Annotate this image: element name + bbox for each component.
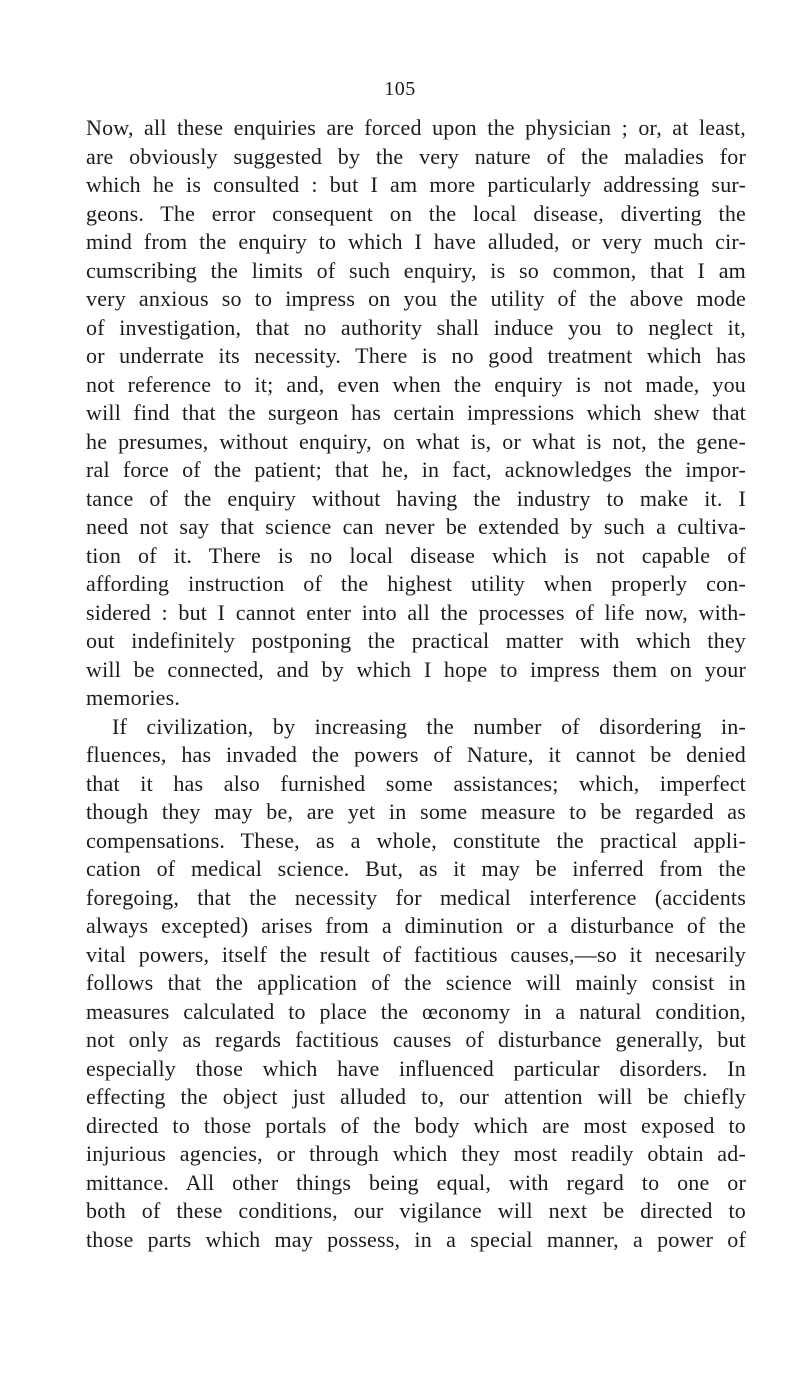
text-line: geons. The error consequent on the local disease, diverting the xyxy=(86,200,746,226)
text-line: will be connected, and by which I hope to impress them on your xyxy=(86,656,746,682)
text-line: that it has also furnished some assistances; which, imperfect xyxy=(86,770,746,796)
text-line: will find that the surgeon has certain impressions which shew that xyxy=(86,400,746,425)
text-line: are obviously suggested by the very nature of the maladies for xyxy=(86,143,746,169)
text-line: foregoing, that the necessity for medical interference (accidents xyxy=(86,884,746,910)
paragraph xyxy=(86,114,746,713)
text-line: which he is consulted : but I am more particularly addressing sur- xyxy=(86,172,746,197)
text-line: compensations. These, as a whole, constitute the practical appli- xyxy=(86,827,746,853)
text-line: of investigation, that no authority shall induce you to neglect it, xyxy=(86,314,746,340)
text-line: directed to those portals of the body which are most exposed to xyxy=(86,1112,746,1138)
text-line: cation of medical science. But, as it may be inferred from the xyxy=(86,856,746,881)
text-line: or underrate its necessity. There is no good treatment which has xyxy=(86,343,746,368)
text-line: sidered : but I cannot enter into all the processes of life now, with- xyxy=(86,599,746,625)
text-line: mittance. All other things being equal, with regard to one or xyxy=(86,1169,746,1195)
text-line: vital powers, itself the result of factitious causes,—so it necesarily xyxy=(86,941,746,967)
text-line: very anxious so to impress on you the utility of the above mode xyxy=(86,286,746,311)
text-line: If civilization, by increasing the number of disordering in- xyxy=(112,713,746,739)
text-line: though they may be, are yet in some measure to be regarded as xyxy=(86,799,746,824)
text-line: fluences, has invaded the powers of Nature, it cannot be denied xyxy=(86,742,746,767)
text-line: mind from the enquiry to which I have alluded, or very much cir- xyxy=(86,229,746,254)
text-line: out indefinitely postponing the practical matter with which they xyxy=(86,628,746,653)
text-line: ral force of the patient; that he, in fact, acknowledges the impor- xyxy=(86,457,746,482)
text-line: always excepted) arises from a diminution or a disturbance of the xyxy=(86,913,746,938)
text-line: measures calculated to place the œconomy in a natural condition, xyxy=(86,998,746,1024)
text-line: need not say that science can never be extended by such a cultiva- xyxy=(86,514,746,539)
text-line: affording instruction of the highest utility when properly con- xyxy=(86,571,746,596)
text-line: Now, all these enquiries are forced upon the physician ; or, at least, xyxy=(86,115,746,140)
text-line: effecting the object just alluded to, our attention will be chiefly xyxy=(86,1084,746,1109)
body-text xyxy=(86,114,746,1254)
text-line: follows that the application of the science will mainly consist in xyxy=(86,970,746,995)
text-line: injurious agencies, or through which they most readily obtain ad- xyxy=(86,1141,746,1166)
paragraph xyxy=(86,713,746,1255)
text-line: especially those which have influenced particular disorders. In xyxy=(86,1055,746,1081)
text-line: tance of the enquiry without having the industry to make it. I xyxy=(86,485,746,511)
text-line: he presumes, without enquiry, on what is, or what is not, the gene- xyxy=(86,428,746,454)
page-number: 105 xyxy=(384,78,416,100)
text-line: memories. xyxy=(86,685,181,710)
text-line: tion of it. There is no local disease which is not capable of xyxy=(86,542,746,568)
text-line: those parts which may possess, in a special manner, a power of xyxy=(86,1226,746,1252)
text-line: not reference to it; and, even when the enquiry is not made, you xyxy=(86,371,746,397)
text-line: both of these conditions, our vigilance will next be directed to xyxy=(86,1198,746,1223)
text-line: not only as regards factitious causes of disturbance generally, but xyxy=(86,1027,746,1052)
text-line: cumscribing the limits of such enquiry, is so common, that I am xyxy=(86,257,746,283)
